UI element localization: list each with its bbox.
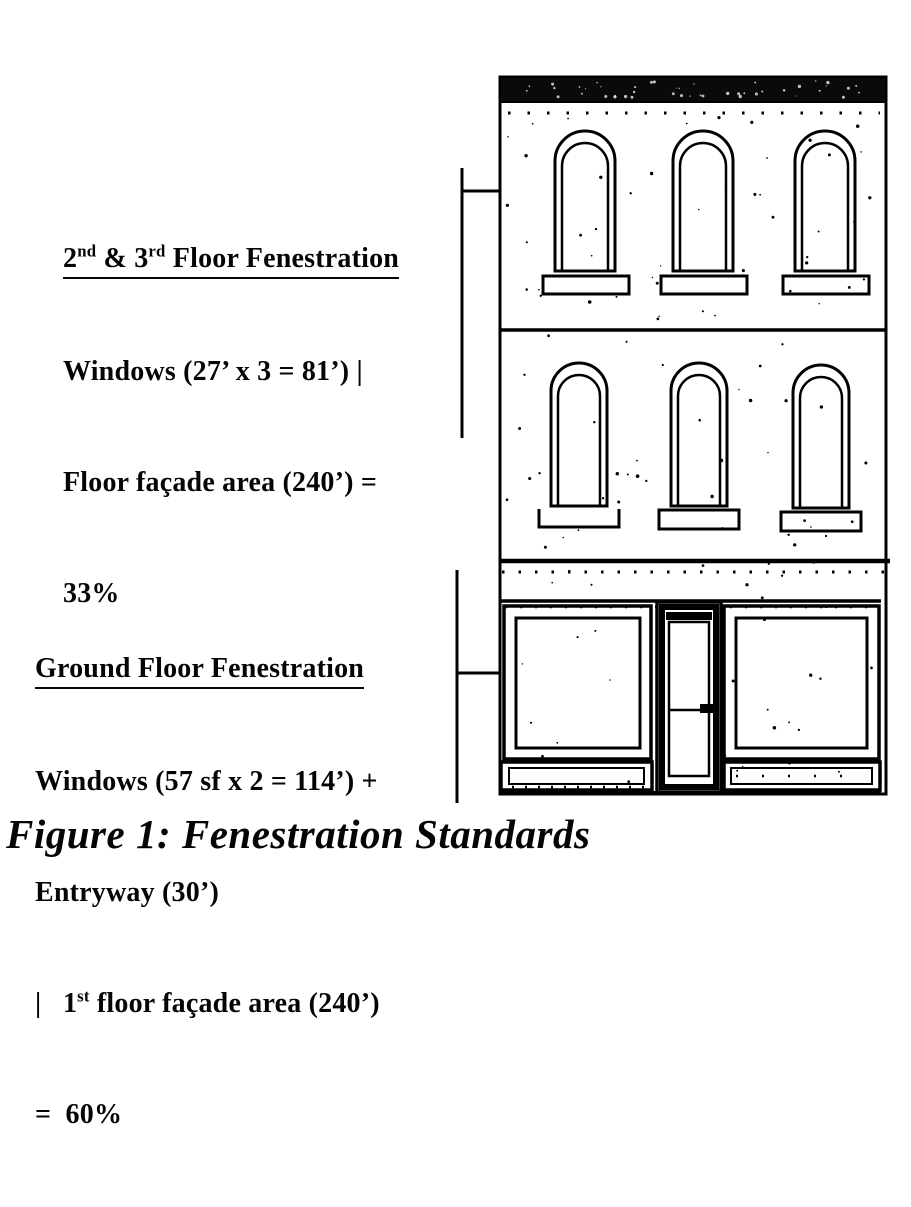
annotation-lower-heading: Ground Floor Fenestration [35, 650, 380, 689]
annotation-lower-line-percent: = 60% [35, 1099, 123, 1130]
annotation-upper-line-windows: Windows (27’ x 3 = 81’) | [63, 356, 363, 387]
annotation-upper-heading: 2nd & 3rd Floor Fenestration [63, 240, 399, 279]
annotation-upper-line-facade: Floor façade area (240’) = [63, 467, 378, 498]
annotation-upper-line-percent: 33% [63, 578, 120, 609]
door-handle [700, 704, 713, 713]
annotation-lower-line-entryway: Entryway (30’) [35, 877, 219, 908]
annotation-lower-line-windows: Windows (57 sf x 2 = 114’) + [35, 766, 378, 797]
figure-caption: Figure 1: Fenestration Standards [6, 811, 591, 857]
annotation-lower-line-facade: | 1st floor façade area (240’) [35, 986, 380, 1019]
door-header [666, 612, 712, 620]
